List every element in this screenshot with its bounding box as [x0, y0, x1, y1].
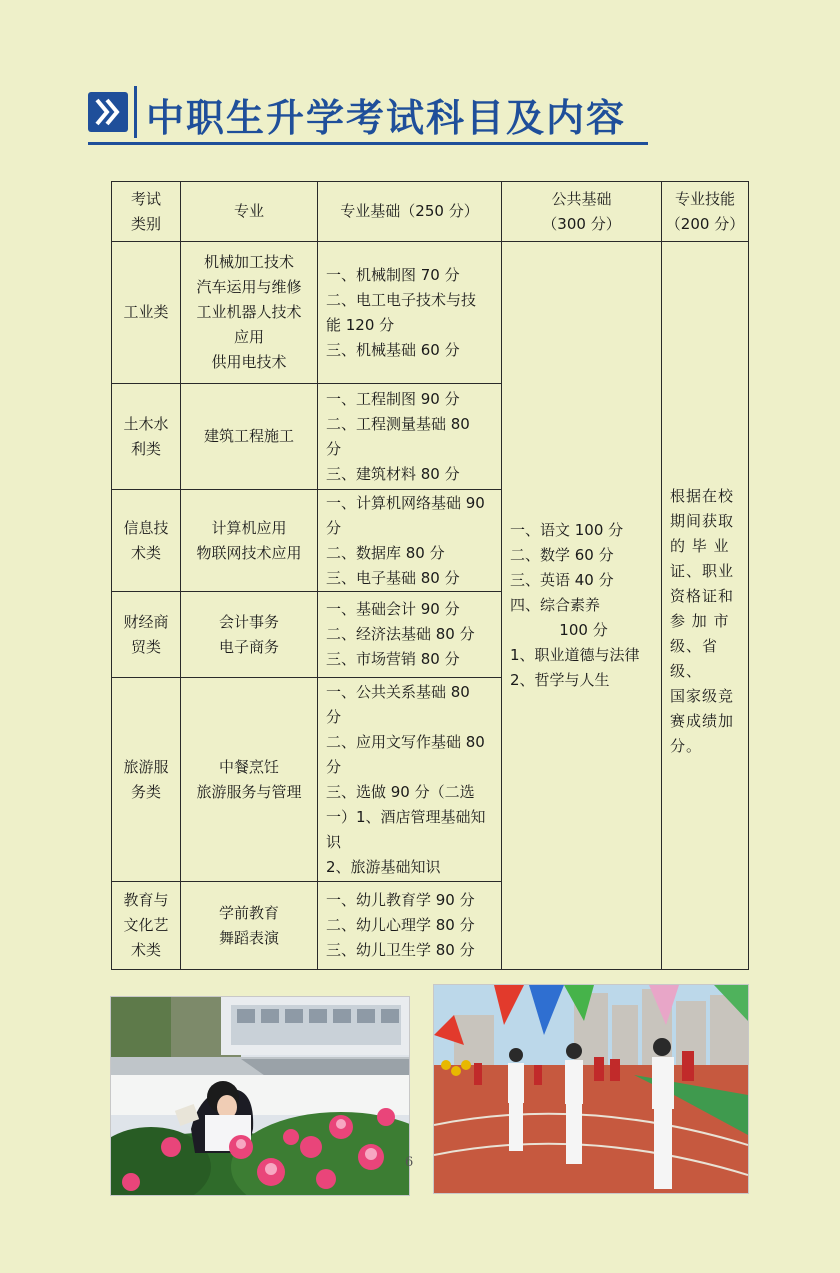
major-cell: 学前教育 舞蹈表演	[181, 882, 318, 970]
category-cell: 工业类	[112, 242, 181, 384]
category-cell: 土木水 利类	[112, 384, 181, 490]
photo-student-reading-peonies	[110, 996, 410, 1196]
header-professional-base: 专业基础（250 分）	[318, 182, 502, 242]
category-cell: 教育与 文化艺 术类	[112, 882, 181, 970]
professional-base-cell: 一、公共关系基础 80 分 二、应用文写作基础 80 分 三、选做 90 分（二选 一）1、酒店管理基础知 识 2、旅游基础知识	[318, 678, 502, 882]
major-cell: 计算机应用 物联网技术应用	[181, 490, 318, 592]
header-public-base: 公共基础 （300 分）	[502, 182, 662, 242]
header-underline	[88, 142, 648, 145]
professional-base-cell: 一、幼儿教育学 90 分 二、幼儿心理学 80 分 三、幼儿卫生学 80 分	[318, 882, 502, 970]
category-cell: 财经商 贸类	[112, 592, 181, 678]
header-divider	[134, 86, 137, 138]
professional-base-cell: 一、工程制图 90 分 二、工程测量基础 80 分 三、建筑材料 80 分	[318, 384, 502, 490]
exam-subjects-table	[111, 181, 749, 970]
professional-base-cell: 一、计算机网络基础 90 分 二、数据库 80 分 三、电子基础 80 分	[318, 490, 502, 592]
major-cell: 建筑工程施工	[181, 384, 318, 490]
header-category: 考试 类别	[112, 182, 181, 242]
table-row	[112, 242, 749, 384]
skills-cell: 根据在校 期间获取 的 毕 业 证、职业 资格证和 参 加 市 级、省级、 国家级竞 赛成绩加 分。	[662, 242, 749, 970]
photo-students-flute-performance	[433, 984, 749, 1194]
major-cell: 会计事务 电子商务	[181, 592, 318, 678]
public-base-cell: 一、语文 100 分 二、数学 60 分 三、英语 40 分 四、综合素养 100 分 1、职业道德与法律 2、哲学与人生	[502, 242, 662, 970]
category-cell: 旅游服 务类	[112, 678, 181, 882]
header-skills: 专业技能 （200 分）	[662, 182, 749, 242]
page-title: 中职生升学考试科目及内容	[146, 96, 627, 140]
header-major: 专业	[181, 182, 318, 242]
major-cell: 中餐烹饪 旅游服务与管理	[181, 678, 318, 882]
page-number: 6	[405, 1155, 414, 1170]
page-header	[88, 86, 648, 148]
double-chevron-right-icon	[88, 92, 128, 132]
category-cell: 信息技 术类	[112, 490, 181, 592]
major-cell: 机械加工技术 汽车运用与维修 工业机器人技术 应用 供用电技术	[181, 242, 318, 384]
table-header-row	[112, 182, 749, 242]
professional-base-cell: 一、基础会计 90 分 二、经济法基础 80 分 三、市场营销 80 分	[318, 592, 502, 678]
professional-base-cell: 一、机械制图 70 分 二、电工电子技术与技 能 120 分 三、机械基础 60 分	[318, 242, 502, 384]
